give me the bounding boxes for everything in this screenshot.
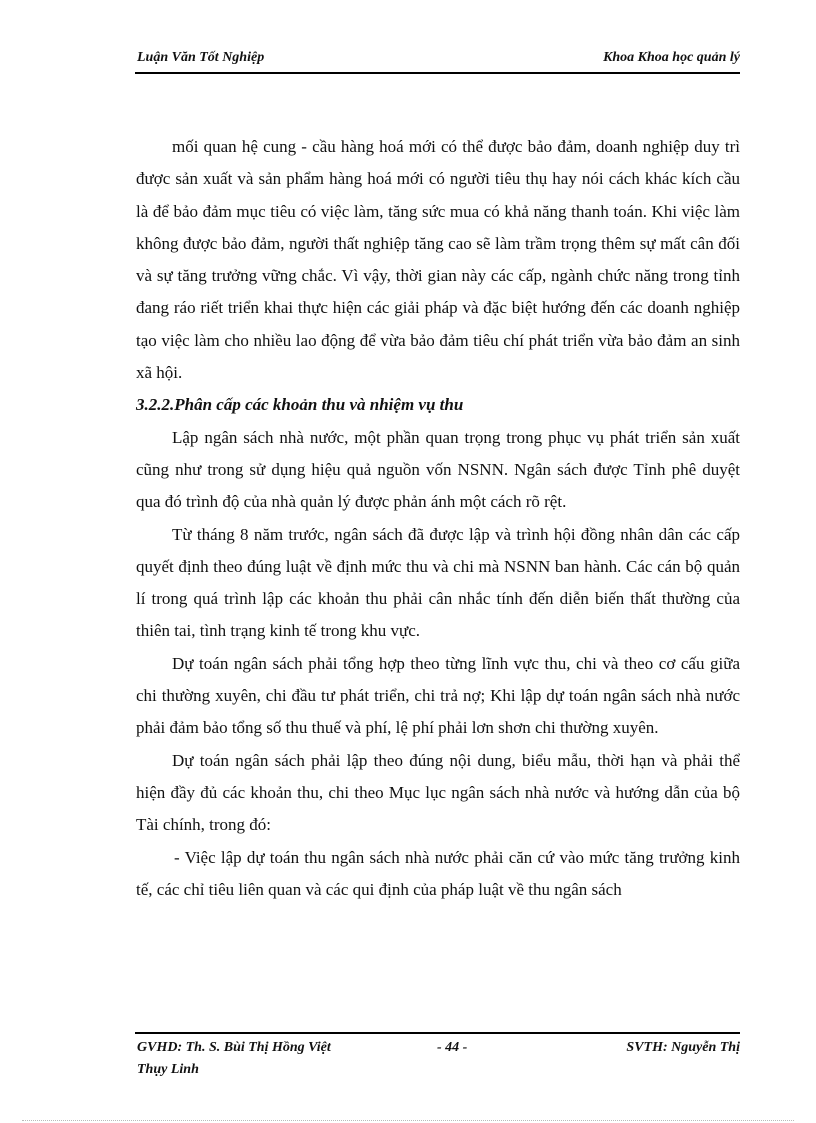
page-footer	[135, 1032, 740, 1078]
page-header	[135, 50, 740, 74]
paragraph-4: Dự toán ngân sách phải tổng hợp theo từng lĩnh vực thu, chi và theo cơ cấu giữa chi thường xuyên, chi đầu tư phát triển, chi trả nợ; Khi lập dự toán ngân sách nhà nước phải đảm bảo tổng số thu thuế và phí, lệ phí phải lơn shơn chi thường xuyên.	[136, 653, 740, 738]
header-thesis-title: Luận Văn Tốt Nghiệp	[137, 50, 265, 65]
footer-supervisor: GVHD: Th. S. Bùi Thị Hồng Việt	[137, 1040, 331, 1055]
paragraph-5: Dự toán ngân sách phải lập theo đúng nội dung, biểu mẫu, thời hạn và phải thể hiện đầy đủ các khoản thu, chi theo Mục lục ngân sách nhà nước và hướng dẫn của bộ Tài chính, trong đó:	[136, 750, 740, 835]
page-number: - 44 -	[437, 1040, 468, 1055]
paragraph-1: mối quan hệ cung - cầu hàng hoá mới có thể được bảo đảm, doanh nghiệp duy trì được sản xuất và sản phẩm hàng hoá mới có người tiêu thụ hay nói cách khác kích cầu là để bảo đảm mục tiêu có việc làm, tăng sức mua có khả năng thanh toán. Khi việc làm không được bảo đảm, người thất nghiệp tăng cao sẽ làm trầm trọng thêm sự mất cân đối và sự tăng trưởng vững chắc. Vì vậy, thời gian này các cấp, ngành chức năng trong tỉnh đang ráo riết triển khai thực hiện các giải pháp và đặc biệt hướng đến các doanh nghiệp tạo việc làm cho nhiều lao động để vừa bảo đảm tiêu chí phát triển vừa bảo đảm an sinh xã hội.	[136, 137, 740, 383]
page-boundary-divider	[22, 1120, 794, 1121]
section-heading: 3.2.2.Phân cấp các khoản thu và nhiệm vụ thu	[136, 395, 464, 415]
paragraph-3: Từ tháng 8 năm trước, ngân sách đã được lập và trình hội đồng nhân dân các cấp quyết định theo đúng luật về định mức thu và chi mà NSNN ban hành. Các cán bộ quản lí trong quá trình lập các khoản thu phải cân nhắc tính đến diễn biến thất thường của thiên tai, tình trạng kinh tế trong khu vực.	[136, 524, 740, 641]
document-body	[136, 131, 740, 906]
paragraph-2: Lập ngân sách nhà nước, một phần quan trọng trong phục vụ phát triển sản xuất cũng như trong sử dụng hiệu quả nguồn vốn NSNN. Ngân sách được Tỉnh phê duyệt qua đó trình độ của nhà quản lý được phản ánh một cách rõ rệt.	[136, 427, 740, 512]
paragraph-6: - Việc lập dự toán thu ngân sách nhà nước phải căn cứ vào mức tăng trưởng kinh tế, các chỉ tiêu liên quan và các qui định của pháp luật về thu ngân sách	[136, 847, 740, 899]
footer-student-continued: Thụy Linh	[137, 1062, 199, 1077]
footer-student: SVTH: Nguyễn Thị	[626, 1040, 740, 1055]
header-faculty: Khoa Khoa học quản lý	[603, 50, 740, 65]
